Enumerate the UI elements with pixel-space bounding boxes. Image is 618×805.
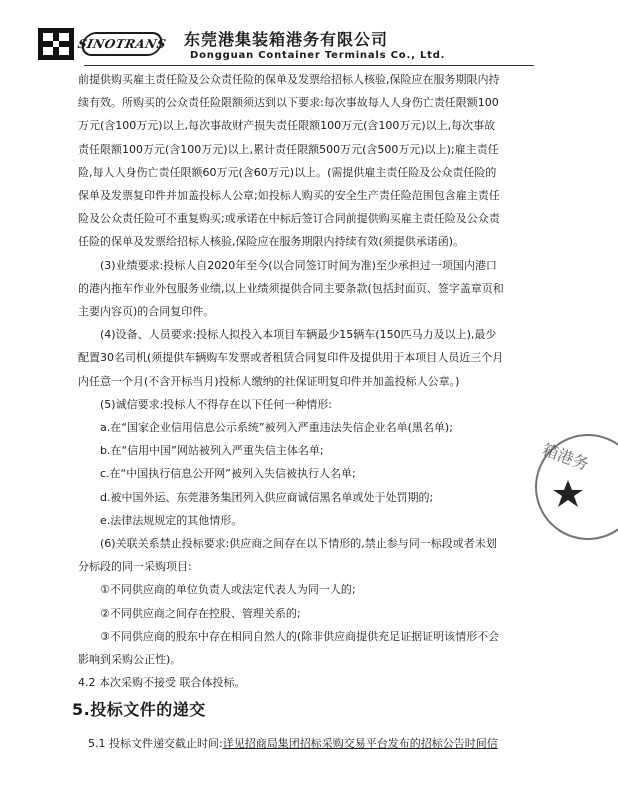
document-body bbox=[78, 68, 504, 694]
clause-5-1-text: 详见招商局集团招标采购交易平台发布的招标公告时间信 bbox=[222, 737, 498, 750]
company-logo-icon bbox=[38, 28, 74, 60]
list-item: ①不同供应商的单位负责人或法定代表人为同一人的; bbox=[100, 583, 356, 597]
list-item: b.在“信用中国”网站被列入严重失信主体名单; bbox=[100, 444, 324, 458]
list-item: ③不同供应商的股东中存在相同自然人的(除非供应商提供充足证据证明该情形不会影响到采购公正性)。 bbox=[78, 629, 500, 667]
svg-text:箱港务: 箱港务 bbox=[539, 439, 592, 475]
clause-5-1-prefix: 5.1 投标文件递交截止时间: bbox=[88, 737, 223, 750]
insurance-paragraph: 前提供购买雇主责任险及公众责任险的保单及发票给招标人核验,保险应在服务期限内持续有效。所购买的公众责任险限额须达到以下要求:每次事故每人人身伤亡责任限额100万元(含100万元)以上,每次事故财产损失责任限额100万元(含100万元)以上,每次事故责任限额100万元(含100万元)以上,累计责任限额500万元(含500万元)以上);雇主责任险,每人人身伤亡责任限额60万元(含60万元)以上。(需提供雇主责任险及公众责任险的保单及发票复印件并加盖投标人公章;如投标人购买的安全生产责任险范围包含雇主责任险及公众责任险可不重复购买;或承诺在中标后签订合同前提供购买雇主责任险及公众责任险的保单及发票给招标人核验,保险应在服务期限内持续有效(须提供承诺函)。 bbox=[78, 73, 500, 249]
performance-requirement: (3)业绩要求:投标人自2020年至今(以合同签订时间为准)至少承担过一项国内港口的港内拖车作业外包服务业绩,以上业绩须提供合同主要条款(包括封面页、签字盖章页和主要内容页)的合同复印件。 bbox=[78, 258, 504, 319]
equipment-requirement: (4)设备、人员要求:投标人拟投入本项目车辆最少15辆车(150匹马力及以上),最少配置30名司机(须提供车辆购车发票或者租赁合同复印件及提供用于本项目人员近三个月内任意一个月(不含开标当月)投标人缴纳的社保证明复印件并加盖投标人公章。) bbox=[78, 328, 504, 388]
company-name-cn: 东莞港集装箱港务有限公司 bbox=[184, 30, 389, 49]
integrity-requirement: (5)诚信要求:投标人不得存在以下任何一种情形: bbox=[100, 397, 332, 411]
company-seal-icon bbox=[528, 432, 618, 542]
clause-5-1 bbox=[88, 735, 498, 751]
company-name-en: Dongguan Container Terminals Co., Ltd. bbox=[190, 50, 446, 61]
relationship-requirement: (6)关联关系禁止投标要求:供应商之间存在以下情形的,禁止参与同一标段或者未划分标段的同一采购项目: bbox=[78, 537, 497, 574]
sinotrans-logo: SINOTRANS bbox=[79, 32, 164, 56]
letterhead bbox=[38, 22, 558, 68]
header-divider bbox=[84, 65, 534, 66]
list-item: ②不同供应商之间存在控股、管理关系的; bbox=[100, 606, 301, 620]
list-item: a.在“国家企业信用信息公示系统”被列入严重违法失信企业名单(黑名单); bbox=[100, 421, 453, 435]
section-heading: 5.投标文件的递交 bbox=[72, 700, 206, 719]
list-item: e.法律法规规定的其他情形。 bbox=[100, 513, 243, 527]
clause-4-2: 4.2 本次采购不接受 联合体投标。 bbox=[78, 676, 246, 690]
list-item: c.在“中国执行信息公开网”被列入失信被执行人名单; bbox=[100, 467, 356, 481]
list-item: d.被中国外运、东莞港务集团列入供应商诚信黑名单或处于处罚期的; bbox=[100, 490, 434, 504]
